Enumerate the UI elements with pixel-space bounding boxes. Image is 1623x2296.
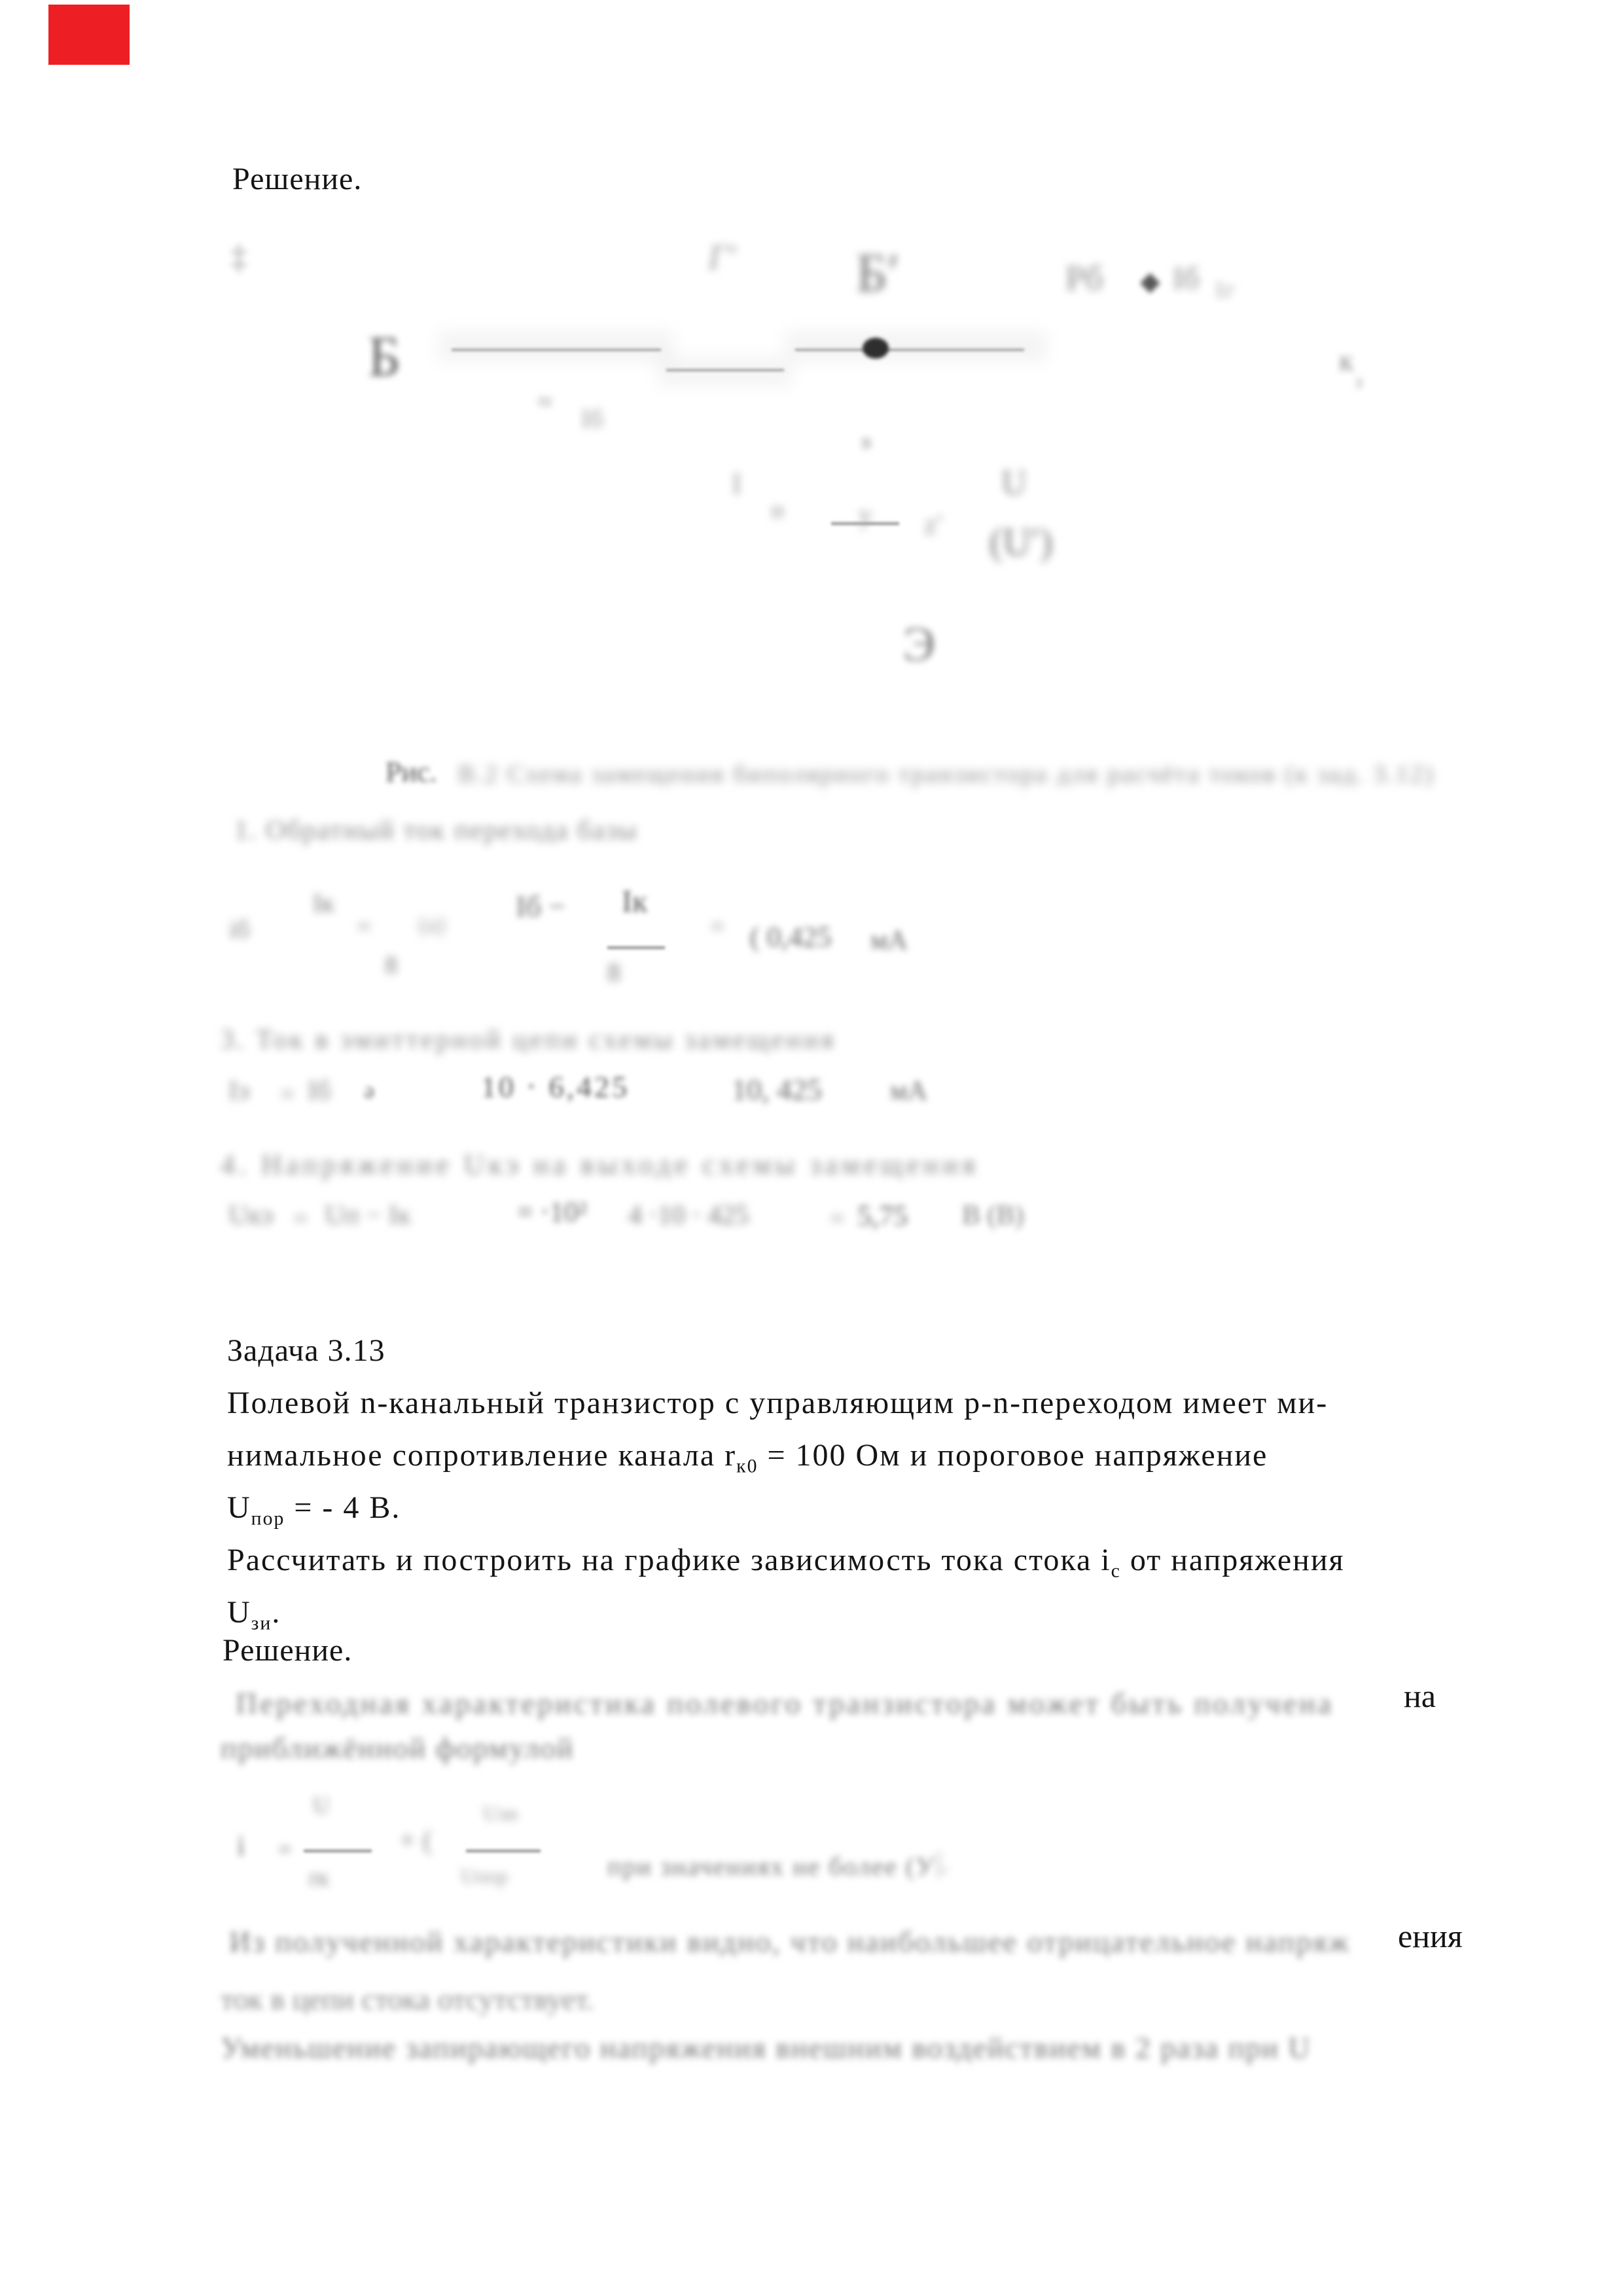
formula1-equals-1: = [357, 912, 372, 941]
formula4-lhs: i [237, 1829, 245, 1861]
problem-line-1: Полевой n-канальный транзистор с управляющим p-n-переходом имеет ми- [227, 1386, 1329, 1420]
solution2-paragraph-1-blurred: Переходная характеристика полевого транзистора может быть получена [236, 1687, 1334, 1720]
formula2-unit: мА [890, 1076, 927, 1106]
solution-heading-2: Решение. [223, 1633, 353, 1668]
problem-line-5-text-b: . [272, 1595, 281, 1630]
formula4-equals: = [277, 1835, 293, 1864]
problem-line-5-subscript: зи [251, 1612, 272, 1634]
formula1-fraction-bar [607, 946, 665, 949]
problem-line-3-text-b: = - 4 В. [285, 1490, 401, 1525]
formula1-unit: мА [870, 925, 908, 956]
figure-label-ib: Iб [581, 404, 603, 433]
formula1-equals-2: = [710, 912, 725, 941]
formula3-equals-2: = [830, 1204, 845, 1233]
figure-arrow-icon: ◆ [1140, 266, 1160, 296]
formula1-result: ( 0,425 [750, 921, 832, 953]
formula4-fraction-bar-1 [304, 1850, 372, 1852]
figure-wire-left [452, 349, 661, 351]
formula4-numerator-1: U [313, 1792, 330, 1818]
formula1-lhs: iб [229, 914, 250, 944]
figure-label-k-sub: з [1355, 370, 1363, 392]
formula4-denominator-1: rк [309, 1864, 330, 1892]
solution2-paragraph-3-blurred: Из полученной характеристики видно, что наибольшее отрицательное напряж [229, 1925, 1351, 1958]
figure-label-v: в [861, 429, 872, 454]
figure-label-z: z′ [924, 509, 944, 541]
problem-title: Задача 3.13 [227, 1333, 385, 1368]
formula1-term-2: Iк [622, 884, 648, 919]
solution2-paragraph-5-blurred: Уменьшение запирающего напряжения внешним воздействием в 2 раза при U [221, 2031, 1311, 2064]
formula4-denominator-2: Uпор [461, 1864, 508, 1888]
figure-approx-mark: ≈ [538, 387, 552, 416]
problem-line-3-subscript: пор [251, 1507, 285, 1530]
problem-line-2-subscript: к0 [736, 1455, 758, 1477]
figure-wire-right [795, 349, 1024, 351]
formula4-condition-blurred: при значениях не более (У [607, 1852, 936, 1881]
figure-label-ib-top: Iб [1173, 261, 1200, 296]
solution2-paragraph-3-clear: ения [1398, 1918, 1463, 1954]
figure-plus-tick: ‡ [230, 239, 247, 276]
solution-step-3: 3. Ток в эмиттерной цепи схемы замещения [221, 1025, 836, 1055]
figure-label-b-prime: Б′ [856, 243, 900, 304]
solution2-paragraph-1-clear: на [1404, 1677, 1436, 1714]
problem-line-5 [227, 1597, 281, 1633]
figure-label-u-paren: (U′) [990, 520, 1053, 564]
formula2-term-2: 10 ⋅ 6,425 [481, 1070, 630, 1103]
figure-label-i2: и [771, 496, 785, 524]
formula1-denominator-2: 8 [607, 958, 620, 987]
figure-label-rb: Рб [1065, 259, 1103, 298]
solution2-paragraph-2-blurred: приближённой формулой [221, 1731, 575, 1765]
problem-line-2-text: нимальное сопротивление канала r [227, 1438, 737, 1473]
formula4-tail: |. [936, 1846, 949, 1878]
problem-line-2-text-b: = 100 Ом и пороговое напряжение [758, 1438, 1268, 1473]
problem-line-4-text: Рассчитать и построить на графике зависимость тока стока i [227, 1543, 1111, 1577]
formula3-term-2: = ⋅10² [517, 1196, 587, 1228]
formula2-term-3: 10, 425 [732, 1073, 822, 1106]
figure-node-dot [863, 338, 889, 359]
formula2-term-1: Iб [308, 1076, 331, 1106]
figure-label-e: Э [903, 618, 935, 672]
formula1-term-1: Iб − [516, 889, 566, 923]
formula3-term-3: 4 ⋅10 ⋅ 425 [628, 1200, 749, 1230]
figure-caption-lead: Рис. [385, 756, 437, 788]
formula4-fraction-bar-2 [466, 1850, 541, 1852]
figure-label-g-prime: Г′ [708, 238, 736, 277]
red-corner-marker [48, 5, 130, 65]
problem-line-3-text: U [227, 1490, 251, 1525]
solution2-paragraph-4-blurred: ток в цепи стока отсутствует. [221, 1982, 594, 2016]
figure-wire-middle [666, 369, 784, 371]
scan-smudge-band [438, 331, 674, 362]
figure-label-y: у [859, 500, 872, 530]
formula2-lhs: Iэ [228, 1076, 250, 1106]
formula4-numerator-2: Uзи [483, 1801, 518, 1825]
figure-label-i: I [732, 467, 742, 500]
figure-label-small-g: 1г [1213, 276, 1235, 302]
formula1-numerator: Iк [313, 888, 334, 918]
formula3-equals-1: = [293, 1204, 308, 1233]
formula1-denominator-1: 8 [385, 952, 397, 979]
problem-line-4 [227, 1545, 1345, 1581]
formula3-lhs: Uкэ [228, 1200, 274, 1230]
figure-label-b: Б [368, 325, 401, 389]
problem-line-3 [227, 1492, 401, 1528]
formula2-dot: ə [364, 1077, 374, 1103]
formula3-term-1: Uп − Iк [325, 1200, 411, 1230]
problem-line-4-subscript: с [1111, 1560, 1121, 1582]
formula2-equals: = [280, 1079, 295, 1109]
formula3-unit: В (В) [962, 1200, 1024, 1230]
formula3-result: 5,75 [857, 1200, 908, 1232]
figure-label-u: U [1001, 463, 1027, 502]
formula1-index-a: (а) [419, 911, 445, 937]
scan-smudge-band [785, 331, 1047, 362]
solution-step-1: 1. Обратный ток перехода базы [234, 816, 638, 846]
problem-line-4-text-b: от напряжения [1120, 1543, 1345, 1577]
solution-step-4: 4. Напряжение Uкэ на выходе схемы замещения [221, 1149, 980, 1181]
problem-line-2 [227, 1440, 1268, 1476]
figure-label-k: к [1339, 344, 1354, 377]
figure-caption: В.2 Схема замещения биполярного транзистора для расчёта токов (к зад. 3.12) [458, 761, 1435, 788]
problem-line-5-text: U [227, 1595, 251, 1630]
scan-smudge-band [658, 357, 792, 386]
formula4-open: + ( [399, 1824, 433, 1856]
solution-heading-1: Решение. [232, 162, 363, 196]
